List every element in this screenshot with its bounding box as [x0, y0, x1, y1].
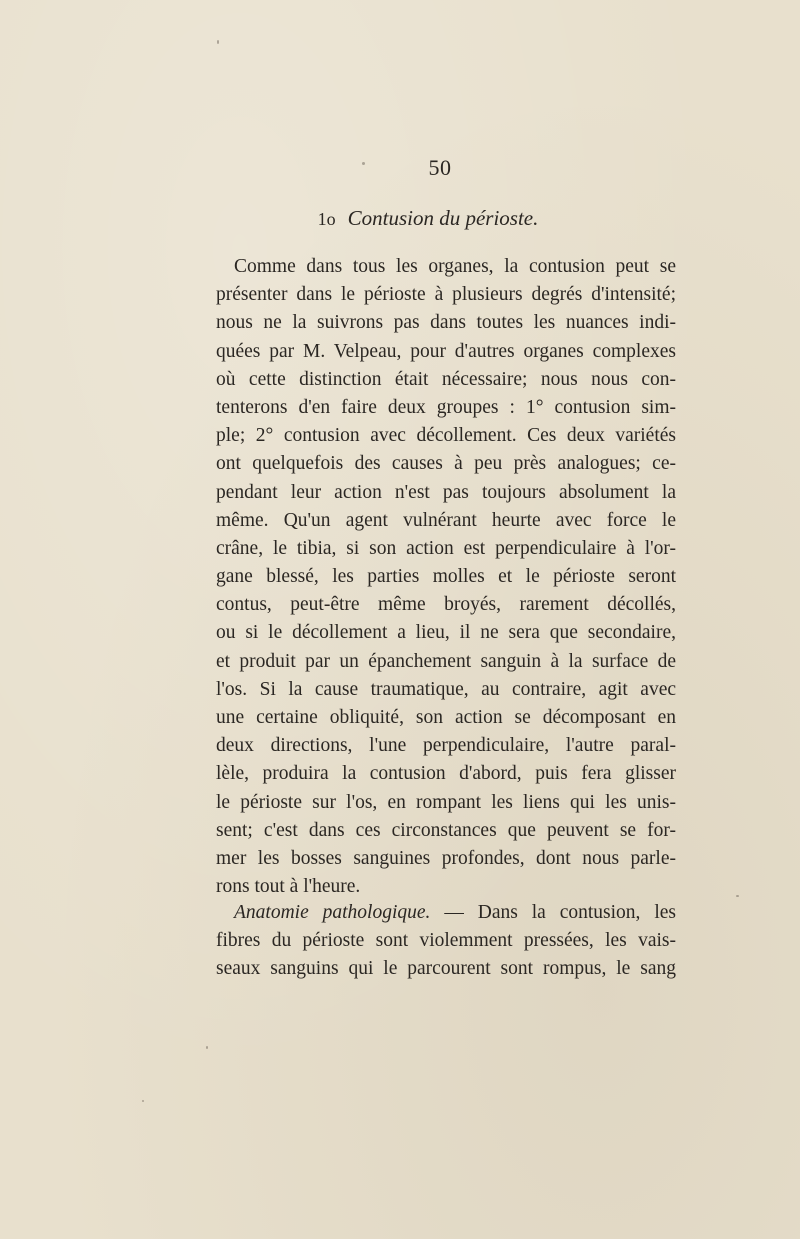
text-line: mer les bosses sanguines profondes, dont nous parle-: [216, 847, 676, 869]
text-line: gane blessé, les parties molles et le périoste seront: [216, 566, 676, 588]
text-line: quées par M. Velpeau, pour d'autres organes complexes: [216, 340, 676, 362]
text-line: seaux sanguins qui le parcourent sont rompus, le sang: [216, 958, 676, 980]
text-line: pendant leur action n'est pas toujours absolument la: [216, 481, 676, 503]
paper-speck: [736, 895, 739, 897]
text-line: contus, peut-être même broyés, rarement décollés,: [216, 594, 676, 616]
text-line: deux directions, l'une perpendiculaire, l'autre paral-: [216, 735, 676, 757]
paper-speck: [217, 40, 219, 44]
text-line: nous ne la suivrons pas dans toutes les nuances indi-: [216, 312, 676, 334]
section-title: Contusion du périoste.: [347, 206, 539, 230]
text-line: crâne, le tibia, si son action est perpendiculaire à l'or-: [216, 537, 676, 559]
paragraph-1: [216, 253, 676, 901]
text-line: ont quelquefois des causes à peu près analogues; ce-: [216, 453, 676, 475]
subsection-title: Anatomie pathologique.: [234, 902, 431, 923]
text-line: une certaine obliquité, son action se décomposant en: [216, 707, 676, 728]
text-line: lèle, produira la contusion d'abord, puis fera glisser: [216, 763, 676, 785]
text-line: tenterons d'en faire deux groupes : 1° contusion sim-: [216, 396, 676, 418]
section-heading: [0, 206, 800, 231]
text-line: où cette distinction était nécessaire; nous nous con-: [216, 368, 676, 390]
page-number: 50: [428, 155, 452, 180]
text-line: fibres du périoste sont violemment pressées, les vais-: [216, 930, 676, 952]
text-line: l'os. Si la cause traumatique, au contraire, agit avec: [216, 678, 676, 700]
text-line: ple; 2° contusion avec décollement. Ces deux variétés: [216, 425, 676, 447]
section-number: 1o: [317, 209, 336, 229]
text-line: le périoste sur l'os, en rompant les liens qui les unis-: [216, 791, 676, 813]
paper-speck: [362, 162, 365, 165]
text-line: même. Qu'un agent vulnérant heurte avec force le: [216, 509, 676, 531]
em-dash: —: [430, 902, 478, 923]
text-line: présenter dans le périoste à plusieurs degrés d'intensité;: [216, 284, 676, 306]
paragraph-2: [216, 899, 676, 984]
paper-speck: [206, 1046, 208, 1049]
text-line: rons tout à l'heure.: [216, 876, 361, 898]
text-line: ou si le décollement a lieu, il ne sera que secondaire,: [216, 622, 676, 644]
paper-speck: [142, 1100, 144, 1102]
text-line: sent; c'est dans ces circonstances que peuvent se for-: [216, 819, 676, 841]
text-line: et produit par un épanchement sanguin à la surface de: [216, 650, 676, 672]
text-fragment: Dans la contusion, les: [477, 902, 677, 923]
text-line: [216, 899, 676, 927]
text-line: Comme dans tous les organes, la contusion peut se: [234, 256, 676, 277]
